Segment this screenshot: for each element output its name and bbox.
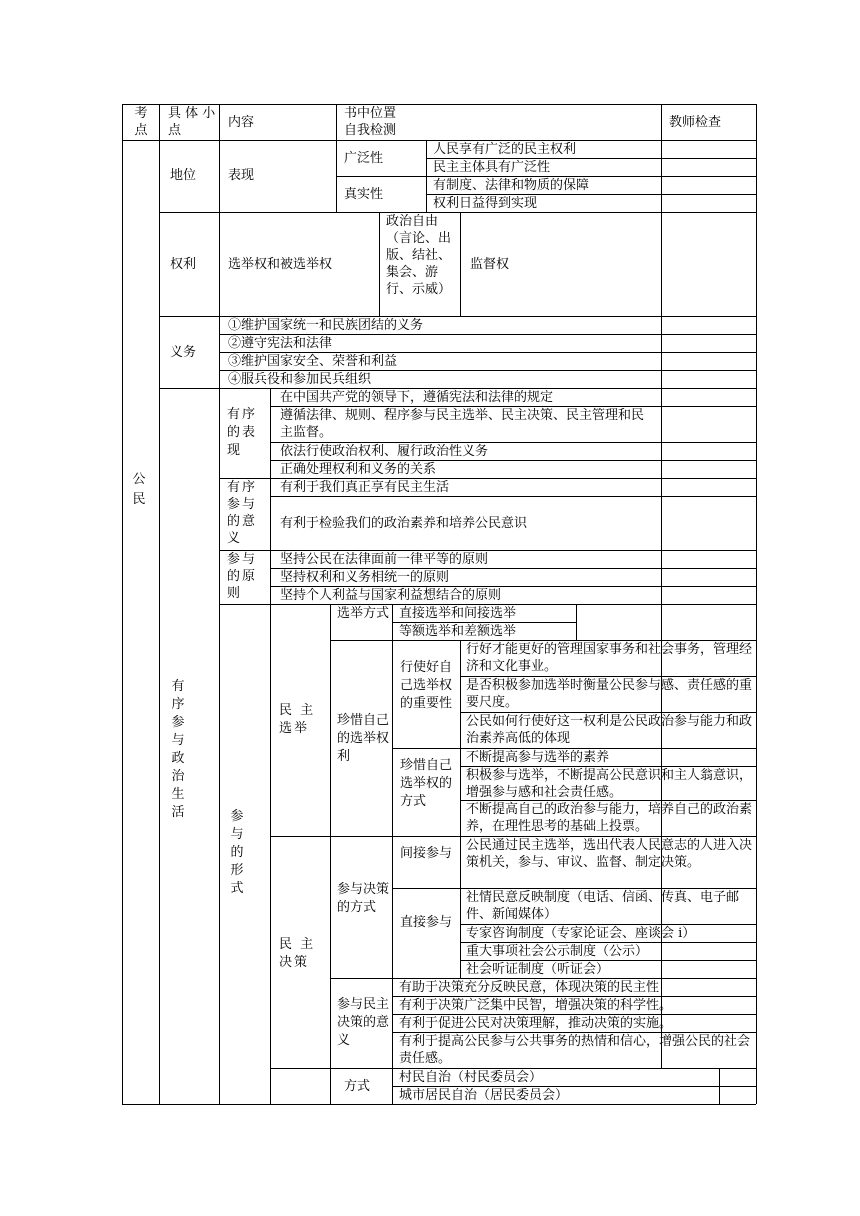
status-broad-item: 人民享有广泛的民主权利: [433, 142, 577, 157]
header-book-position: 书中位置: [344, 106, 397, 121]
duty-item: ②遵守宪法和法律: [228, 336, 333, 351]
rights-freedom: 政治自由（言论、出版、结社、集会、游行、示威）: [386, 214, 452, 297]
decision-indirect-text: 公民通过民主选举，选出代表人民意志的人进入决策机关，参与、审议、监督、制定决策。: [466, 838, 753, 870]
orderly-show-item: 正确处理权利和义务的关系: [280, 462, 437, 477]
selfgov-item: 城市居民自治（居民委员会）: [399, 1088, 569, 1103]
selfgov-item: 村民自治（村民委员会）: [399, 1070, 543, 1085]
election-importance-item: 行好才能更好的管理国家事务和社会事务，管理经济和文化事业。: [466, 642, 753, 674]
orderly-meaning-label: 有序参与的意义: [227, 480, 258, 546]
election-ways-item: 积极参与选举，不断提高公民意识和主人翁意识，增强参与感和社会责任感。: [466, 768, 753, 800]
orderly-show-item: 依法行使政治权利、履行政治性义务: [280, 444, 489, 459]
orderly-principle-item: 坚持公民在法律面前一律平等的原则: [280, 552, 489, 567]
decision-direct-label: 直接参与: [400, 915, 453, 930]
status-real-label: 真实性: [344, 187, 384, 202]
election-ways-item: 不断提高参与选举的素养: [466, 750, 610, 765]
decision-indirect-label: 间接参与: [400, 846, 453, 861]
status-real-item: 有制度、法律和物质的保障: [433, 178, 590, 193]
decision-meaning-item: 有助于决策充分反映民意，体现决策的民主性: [399, 980, 660, 995]
orderly-principle-item: 坚持个人利益与国家利益想结合的原则: [280, 588, 502, 603]
section-label-citizen: 公 民: [132, 472, 146, 507]
header-teacher-check: 教师检查: [669, 115, 722, 130]
election-label: 民 主 选举: [279, 703, 316, 736]
rights-label: 权利: [170, 257, 197, 272]
duty-item: ①维护国家统一和民族团结的义务: [228, 318, 424, 333]
election-importance-item: 公民如何行使好这一权利是公民政治参与能力和政治素养高低的体现: [466, 714, 753, 746]
decision-ways-label: 参与决策的方式: [337, 882, 390, 915]
orderly-principle-label: 参与的原则: [227, 552, 258, 601]
duty-item: ④服兵役和参加民兵组织: [228, 372, 372, 387]
orderly-show-item: 遵循法律、规则、程序参与民主选举、民主决策、民主管理和民主监督。: [280, 408, 645, 440]
election-method-label: 选举方式: [337, 606, 390, 621]
rights-supervision: 监督权: [470, 257, 510, 272]
election-cherish-label: 珍惜自己的选举权利: [337, 713, 390, 764]
election-importance-label: 行使好自己选举权的重要性: [400, 660, 453, 711]
orderly-principle-item: 坚持权利和义务相统一的原则: [280, 570, 450, 585]
election-ways-item: 不断提高自己的政治参与能力，培养自己的政治素养，在理性思考的基础上投票。: [466, 802, 753, 834]
duties-label: 义务: [170, 345, 197, 360]
orderly-show-label: 有序的表现: [227, 407, 258, 458]
header-juti-xiaodian: 具 体 小点: [168, 106, 216, 138]
election-method-item: 直接选举和间接选举: [399, 606, 517, 621]
decision-direct-item: 社会听证制度（听证会）: [466, 962, 610, 977]
header-self-check: 自我检测: [344, 123, 397, 138]
header-content: 内容: [228, 115, 255, 130]
rights-election: 选举权和被选举权: [228, 257, 333, 272]
decision-direct-item: 重大事项社会公示制度（公示）: [466, 944, 649, 959]
election-importance-item: 是否积极参加选举时衡量公民参与感、责任感的重要尺度。: [466, 678, 753, 710]
status-real-item: 权利日益得到实现: [433, 196, 538, 211]
header-kaodian: 考 点: [134, 106, 148, 138]
status-broad-item: 民主主体具有广泛性: [433, 160, 551, 175]
decision-meaning-item: 有利于决策广泛集中民智，增强决策的科学性。: [399, 998, 673, 1013]
election-ways-label: 珍惜自己选举权的方式: [400, 758, 453, 809]
duty-item: ③维护国家安全、荣誉和利益: [228, 354, 398, 369]
orderly-meaning-item: 有利于检验我们的政治素养和培养公民意识: [280, 516, 528, 531]
selfgov-label: 方式: [344, 1079, 371, 1094]
decision-label: 民 主 决策: [279, 937, 316, 970]
orderly-meaning-item: 有利于我们真正享有民主生活: [280, 480, 450, 495]
orderly-label: 有序参与政治生活: [171, 679, 185, 820]
decision-direct-item: 专家咨询制度（专家论证会、座谈会 i）: [466, 926, 696, 941]
orderly-show-item: 在中国共产党的领导下，遵循宪法和法律的规定: [280, 390, 554, 405]
status-label: 地位: [170, 168, 197, 183]
orderly-forms-label: 参与的形式: [230, 809, 244, 896]
decision-direct-item: 社情民意反映制度（电话、信函、传真、电子邮件、新闻媒体）: [466, 890, 740, 922]
status-broad-label: 广泛性: [344, 151, 384, 166]
decision-meaning-item: 有利于促进公民对决策理解，推动决策的实施。: [399, 1016, 673, 1031]
status-sub: 表现: [228, 168, 255, 183]
election-method-item: 等额选举和差额选举: [399, 624, 517, 639]
decision-meaning-item: 有利于提高公民参与公共事务的热情和信心，增强公民的社会责任感。: [399, 1034, 751, 1066]
decision-meaning-label: 参与民主决策的意义: [337, 997, 390, 1048]
